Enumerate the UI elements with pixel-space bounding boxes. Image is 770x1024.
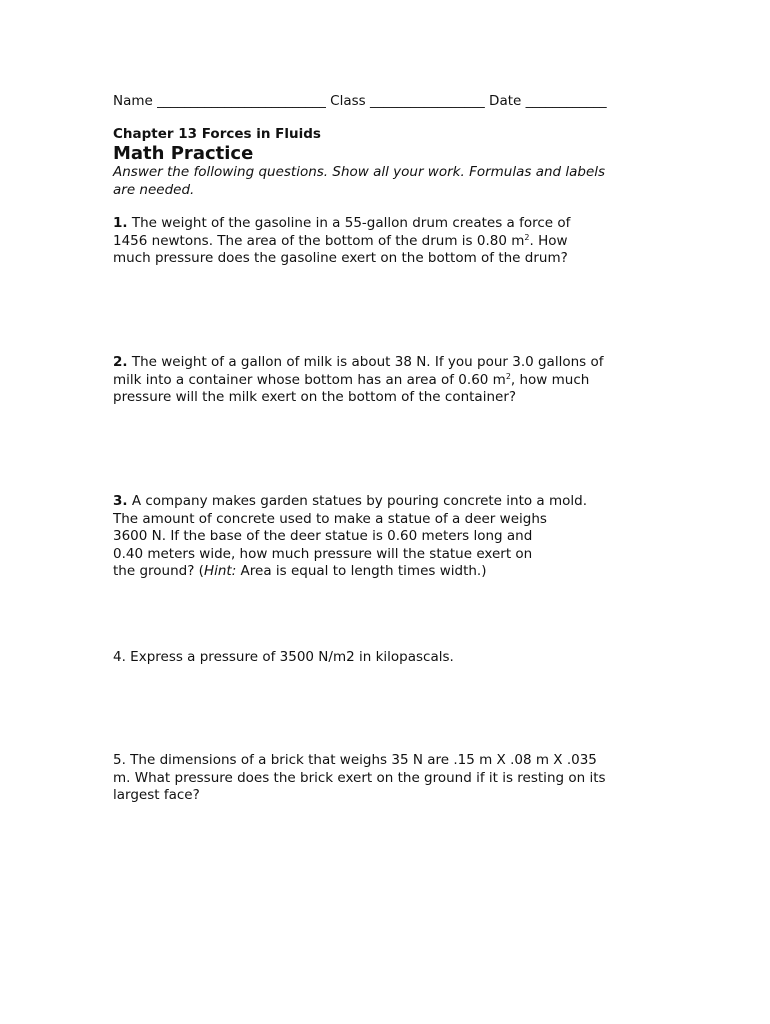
instructions-line-2: are needed. [113, 182, 195, 198]
superscript: 2 [505, 371, 511, 381]
question-number: 1. [113, 215, 128, 231]
question-text: 5. The dimensions of a brick that weighs 35 N are .15 m X .08 m X .035 [113, 752, 597, 768]
chapter-heading: Chapter 13 Forces in Fluids [113, 126, 321, 142]
question-number: 3. [113, 493, 128, 509]
question-1 [113, 215, 673, 268]
question-4 [113, 649, 673, 667]
question-text: largest face? [113, 787, 200, 803]
class-label: Class [330, 93, 366, 109]
question-2 [113, 354, 673, 407]
question-text: , how much [510, 371, 590, 388]
question-text: The weight of a gallon of milk is about 38 N. If you pour 3.0 gallons of [127, 354, 604, 370]
question-text: A company makes garden statues by pouring concrete into a mold. [127, 493, 588, 509]
class-blank: _________________ [370, 93, 485, 109]
question-text: pressure will the milk exert on the bottom of the container? [113, 389, 517, 405]
date-blank: ____________ [525, 93, 607, 109]
question-text: 4. Express a pressure of 3500 N/m2 in kilopascals. [113, 649, 454, 665]
name-label: Name [113, 93, 153, 109]
question-3 [113, 493, 673, 581]
question-text: the ground? ( [113, 563, 204, 579]
question-text: 3600 N. If the base of the deer statue is 0.60 meters long and [113, 528, 533, 544]
question-text: The amount of concrete used to make a statue of a deer weighs [113, 510, 547, 527]
name-blank: _________________________ [157, 93, 326, 109]
question-text: Area is equal to length times width.) [236, 563, 487, 579]
question-text: 1456 newtons. The area of the bottom of the drum is 0.80 m [113, 232, 525, 249]
question-text: milk into a container whose bottom has an area of 0.60 m [113, 371, 506, 388]
question-5 [113, 752, 673, 805]
superscript: 2 [524, 232, 530, 242]
date-label: Date [489, 93, 522, 109]
question-text: . How [529, 232, 568, 249]
student-info-header [113, 92, 607, 110]
instructions-line-1: Answer the following questions. Show all your work. Formulas and labels [113, 164, 606, 180]
page-title: Math Practice [113, 143, 254, 164]
question-text: m. What pressure does the brick exert on the ground if it is resting on its [113, 769, 606, 786]
question-text: The weight of the gasoline in a 55-gallon drum creates a force of [127, 215, 571, 231]
instructions [113, 163, 673, 199]
question-text: much pressure does the gasoline exert on the bottom of the drum? [113, 250, 568, 266]
question-number: 2. [113, 354, 128, 370]
hint-label: Hint: [203, 563, 237, 579]
question-text: 0.40 meters wide, how much pressure will the statue exert on [113, 545, 533, 562]
